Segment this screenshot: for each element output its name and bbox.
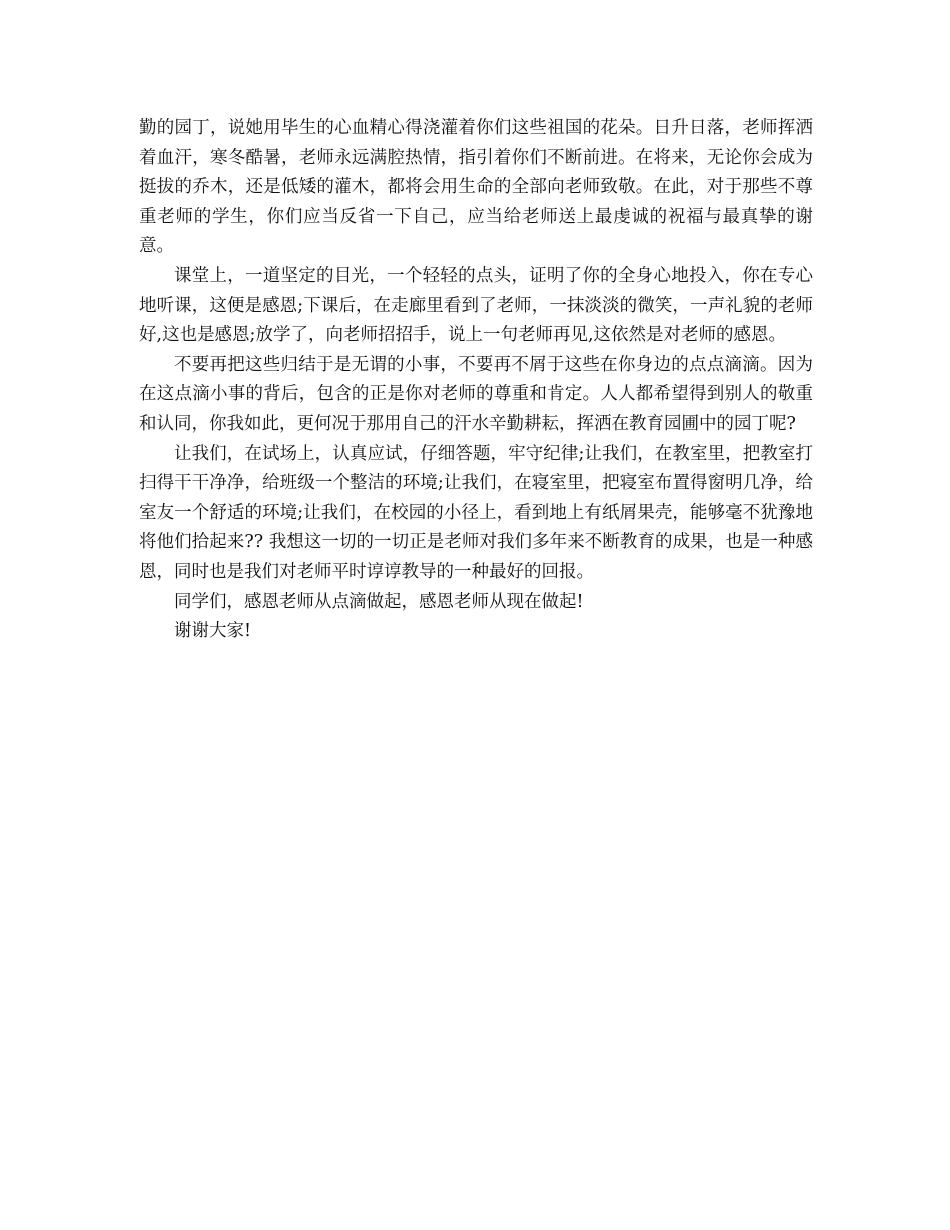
paragraph-continued: 勤的园丁，说她用毕生的心血精心得浇灌着你们这些祖国的花朵。日升日落，老师挥洒着血汗，寒冬酷暑，老师永远满腔热情，指引着你们不断前进。在将来，无论你会成为挺拔的乔木，还是低矮的灌木，都将会用生命的全部向老师致敬。在此，对于那些不尊重老师的学生，你们应当反省一下自己，应当给老师送上最虔诚的祝福与最真挚的谢意。: [139, 118, 813, 257]
paragraph-call-to-action: 同学们，感恩老师从点滴做起，感恩老师从现在做起!: [174, 591, 584, 612]
paragraph-let-us: 让我们，在试场上，认真应试，仔细答题，牢守纪律;让我们，在教室里，把教室打扫得干干净净，给班级一个整洁的环境;让我们，在寝室里，把寝室布置得窗明几净，给室友一个舒适的环境;让我们，在校园的小径上，看到地上有纸屑果壳，能够毫不犹豫地将他们拾起来?? 我想这一切的一切正是老师对我们多年来不断教育的成果，也是一种感恩，同时也是我们对老师平时谆谆教导的一种最好的回报。: [139, 443, 813, 582]
document-body: [139, 114, 813, 647]
paragraph-closing: 谢谢大家!: [174, 621, 252, 642]
paragraph-small-things: 不要再把这些归结于是无谓的小事，不要再不屑于这些在你身边的点点滴滴。因为在这点滴小事的背后，包含的正是你对老师的尊重和肯定。人人都希望得到别人的敬重和认同，你我如此，更何况于那用自己的汗水辛勤耕耘，挥洒在教育园圃中的园丁呢?: [139, 354, 813, 434]
paragraph-gratitude-in-class: 课堂上，一道坚定的目光，一个轻轻的点头，证明了你的全身心地投入，你在专心地听课，这便是感恩;下课后，在走廊里看到了老师，一抹淡淡的微笑，一声礼貌的老师好,这也是感恩;放学了，向老师招招手，说上一句老师再见,这依然是对老师的感恩。: [139, 265, 813, 346]
